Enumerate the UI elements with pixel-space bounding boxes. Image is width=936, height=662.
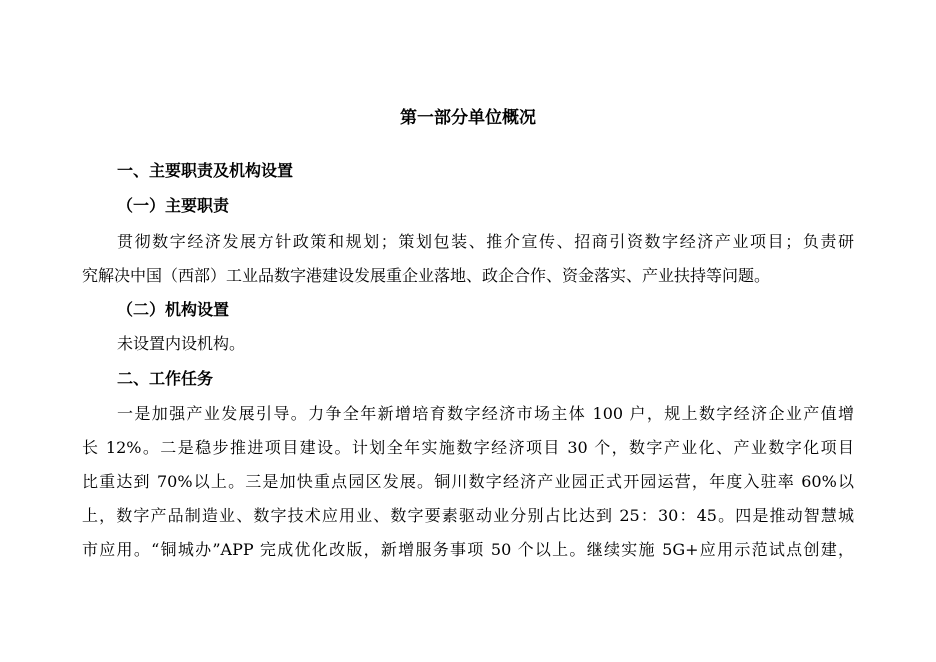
paragraph-line: 上，数字产品制造业、数字技术应用业、数字要素驱动业分别占比达到 25：30：45。四是推动智慧城 — [82, 506, 854, 525]
paragraph-line: 一是加强产业发展引导。力争全年新增培育数字经济市场主体 100 户，规上数字经济企业产值增 — [117, 404, 854, 423]
subsection-heading-organization: （二）机构设置 — [117, 300, 230, 319]
section-heading-work-tasks: 二、工作任务 — [117, 369, 214, 388]
paragraph-line: 究解决中国（西部）工业品数字港建设发展重企业落地、政企合作、资金落实、产业扶持等问题。 — [82, 266, 771, 285]
paragraph-line: 比重达到 70%以上。三是加快重点园区发展。铜川数字经济产业园正式开园运营，年度入驻率 60%以 — [82, 472, 854, 491]
paragraph-line: 未设置内设机构。 — [117, 334, 246, 353]
document-title: 第一部分单位概况 — [400, 108, 536, 128]
subsection-heading-main-responsibilities: （一）主要职责 — [117, 196, 230, 215]
paragraph-line: 长 12%。二是稳步推进项目建设。计划全年实施数字经济项目 30 个，数字产业化、产业数字化项目 — [82, 438, 854, 457]
section-heading-responsibilities-and-organization: 一、主要职责及机构设置 — [117, 161, 294, 180]
paragraph-line: 市应用。“铜城办”APP 完成优化改版，新增服务事项 50 个以上。继续实施 5G+应用示范试点创建， — [82, 540, 854, 559]
paragraph-line: 贯彻数字经济发展方针政策和规划；策划包装、推介宣传、招商引资数字经济产业项目；负责研 — [117, 232, 854, 251]
